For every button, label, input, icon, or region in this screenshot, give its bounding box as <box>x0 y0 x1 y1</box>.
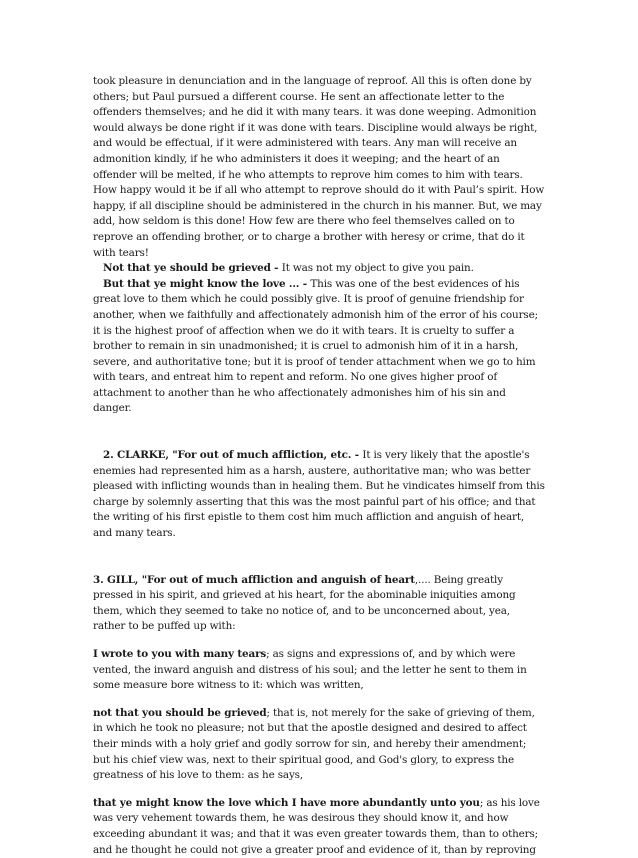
spacer <box>93 635 545 647</box>
heading-love: But that ye might know the love ... - <box>103 277 311 290</box>
paragraph-not-you-grieved <box>93 706 545 784</box>
document-page <box>93 74 545 858</box>
spacer <box>93 417 545 448</box>
paragraph-tears <box>93 647 545 694</box>
text-not-grieved: It was not my object to give you pain. <box>281 262 474 275</box>
spacer <box>93 542 545 573</box>
heading-not-grieved: Not that ye should be grieved - <box>103 262 282 275</box>
heading-not-you-grieved: not that you should be grieved <box>93 706 267 719</box>
text-abundantly: ; as his love was very vehement towards them, he was desirous they should know it, and how exceeding abundant it was; and that it was even greater towards them, than to others; and he thought he could not give a greater proof and evidence of it, than by reproving <box>93 796 540 856</box>
text-gill: ,.... Being greatly pressed in his spirit, and grieved at his heart, for the abominable iniquities among them, which they seemed to take no notice of, and to be unconcerned about, yea, rather to be puffed up with: <box>93 573 516 633</box>
paragraph-clarke <box>93 448 545 542</box>
heading-clarke: 2. CLARKE, "For out of much affliction, etc. - <box>103 449 363 462</box>
text-not-you-grieved: ; that is, not merely for the sake of grieving of them, in which he took no pleasure; not but that the apostle designed and desired to affect their minds with a holy grief and godly sorrow for sin, and hereby their amendment; but his chief view was, next to their spiritual good, and God's glory, to express the greatness of his love to them: as he says, <box>93 706 535 782</box>
heading-abundantly: that ye might know the love which I have more abundantly unto you <box>93 796 480 809</box>
paragraph-love <box>93 277 545 417</box>
paragraph-abundantly <box>93 796 545 858</box>
spacer <box>93 694 545 706</box>
paragraph-not-grieved <box>93 261 545 277</box>
heading-tears: I wrote to you with many tears <box>93 648 267 660</box>
paragraph-intro: took pleasure in denunciation and in the language of reproof. All this is often done by others; but Paul pursued a different course. He sent an affectionate letter to the offenders themselves; and he did it with many tears. it was done weeping. Admonition would always be done right if it was done with tears. Discipline would always be right, and would be effectual, if it were administered with tears. Any man will receive an admonition kindly, if he who administers it does it weeping; and the heart of an offender will be melted, if he who attempts to reprove him comes to him with tears. How happy would it be if all who attempt to reprove should do it with Paul’s spirit. How happy, if all discipline should be administered in the church in his manner. But, we may add, how seldom is this done! How few are there who feel themselves called on to reprove an offending brother, or to charge a brother with heresy or crime, that do it with tears! <box>93 75 545 259</box>
text-love: This was one of the best evidences of his great love to them which he could possibly give. It is proof of genuine friendship for another, when we faithfully and affectionately admonish him of the error of his course; it is the highest proof of affection when we do it with tears. It is cruelty to suffer a brother to remain in sin unadmonished; it is cruel to admonish him of it in a harsh, severe, and authoritative tone; but it is proof of tender attachment when we go to him with tears, and entreat him to repent and reform. No one gives higher proof of attachment to another than he who affectionately admonishes him of his sin and danger. <box>93 277 538 415</box>
paragraph-gill <box>93 573 545 635</box>
heading-gill: 3. GILL, "For out of much affliction and anguish of heart <box>93 573 415 586</box>
spacer <box>93 784 545 796</box>
text-tears: ; as signs and expressions of, and by which were vented, the inward anguish and distress of his soul; and the letter he sent to them in some measure bore witness to it: which was written, <box>93 648 527 692</box>
text-clarke: It is very likely that the apostle's enemies had represented him as a harsh, austere, authoritative man; who was better pleased with inflicting wounds than in healing them. But he vindicates himself from this charge by solemnly asserting that this was the most painful part of his office; and that the writing of his first epistle to them cost him much affliction and anguish of heart, and many tears. <box>93 449 545 540</box>
